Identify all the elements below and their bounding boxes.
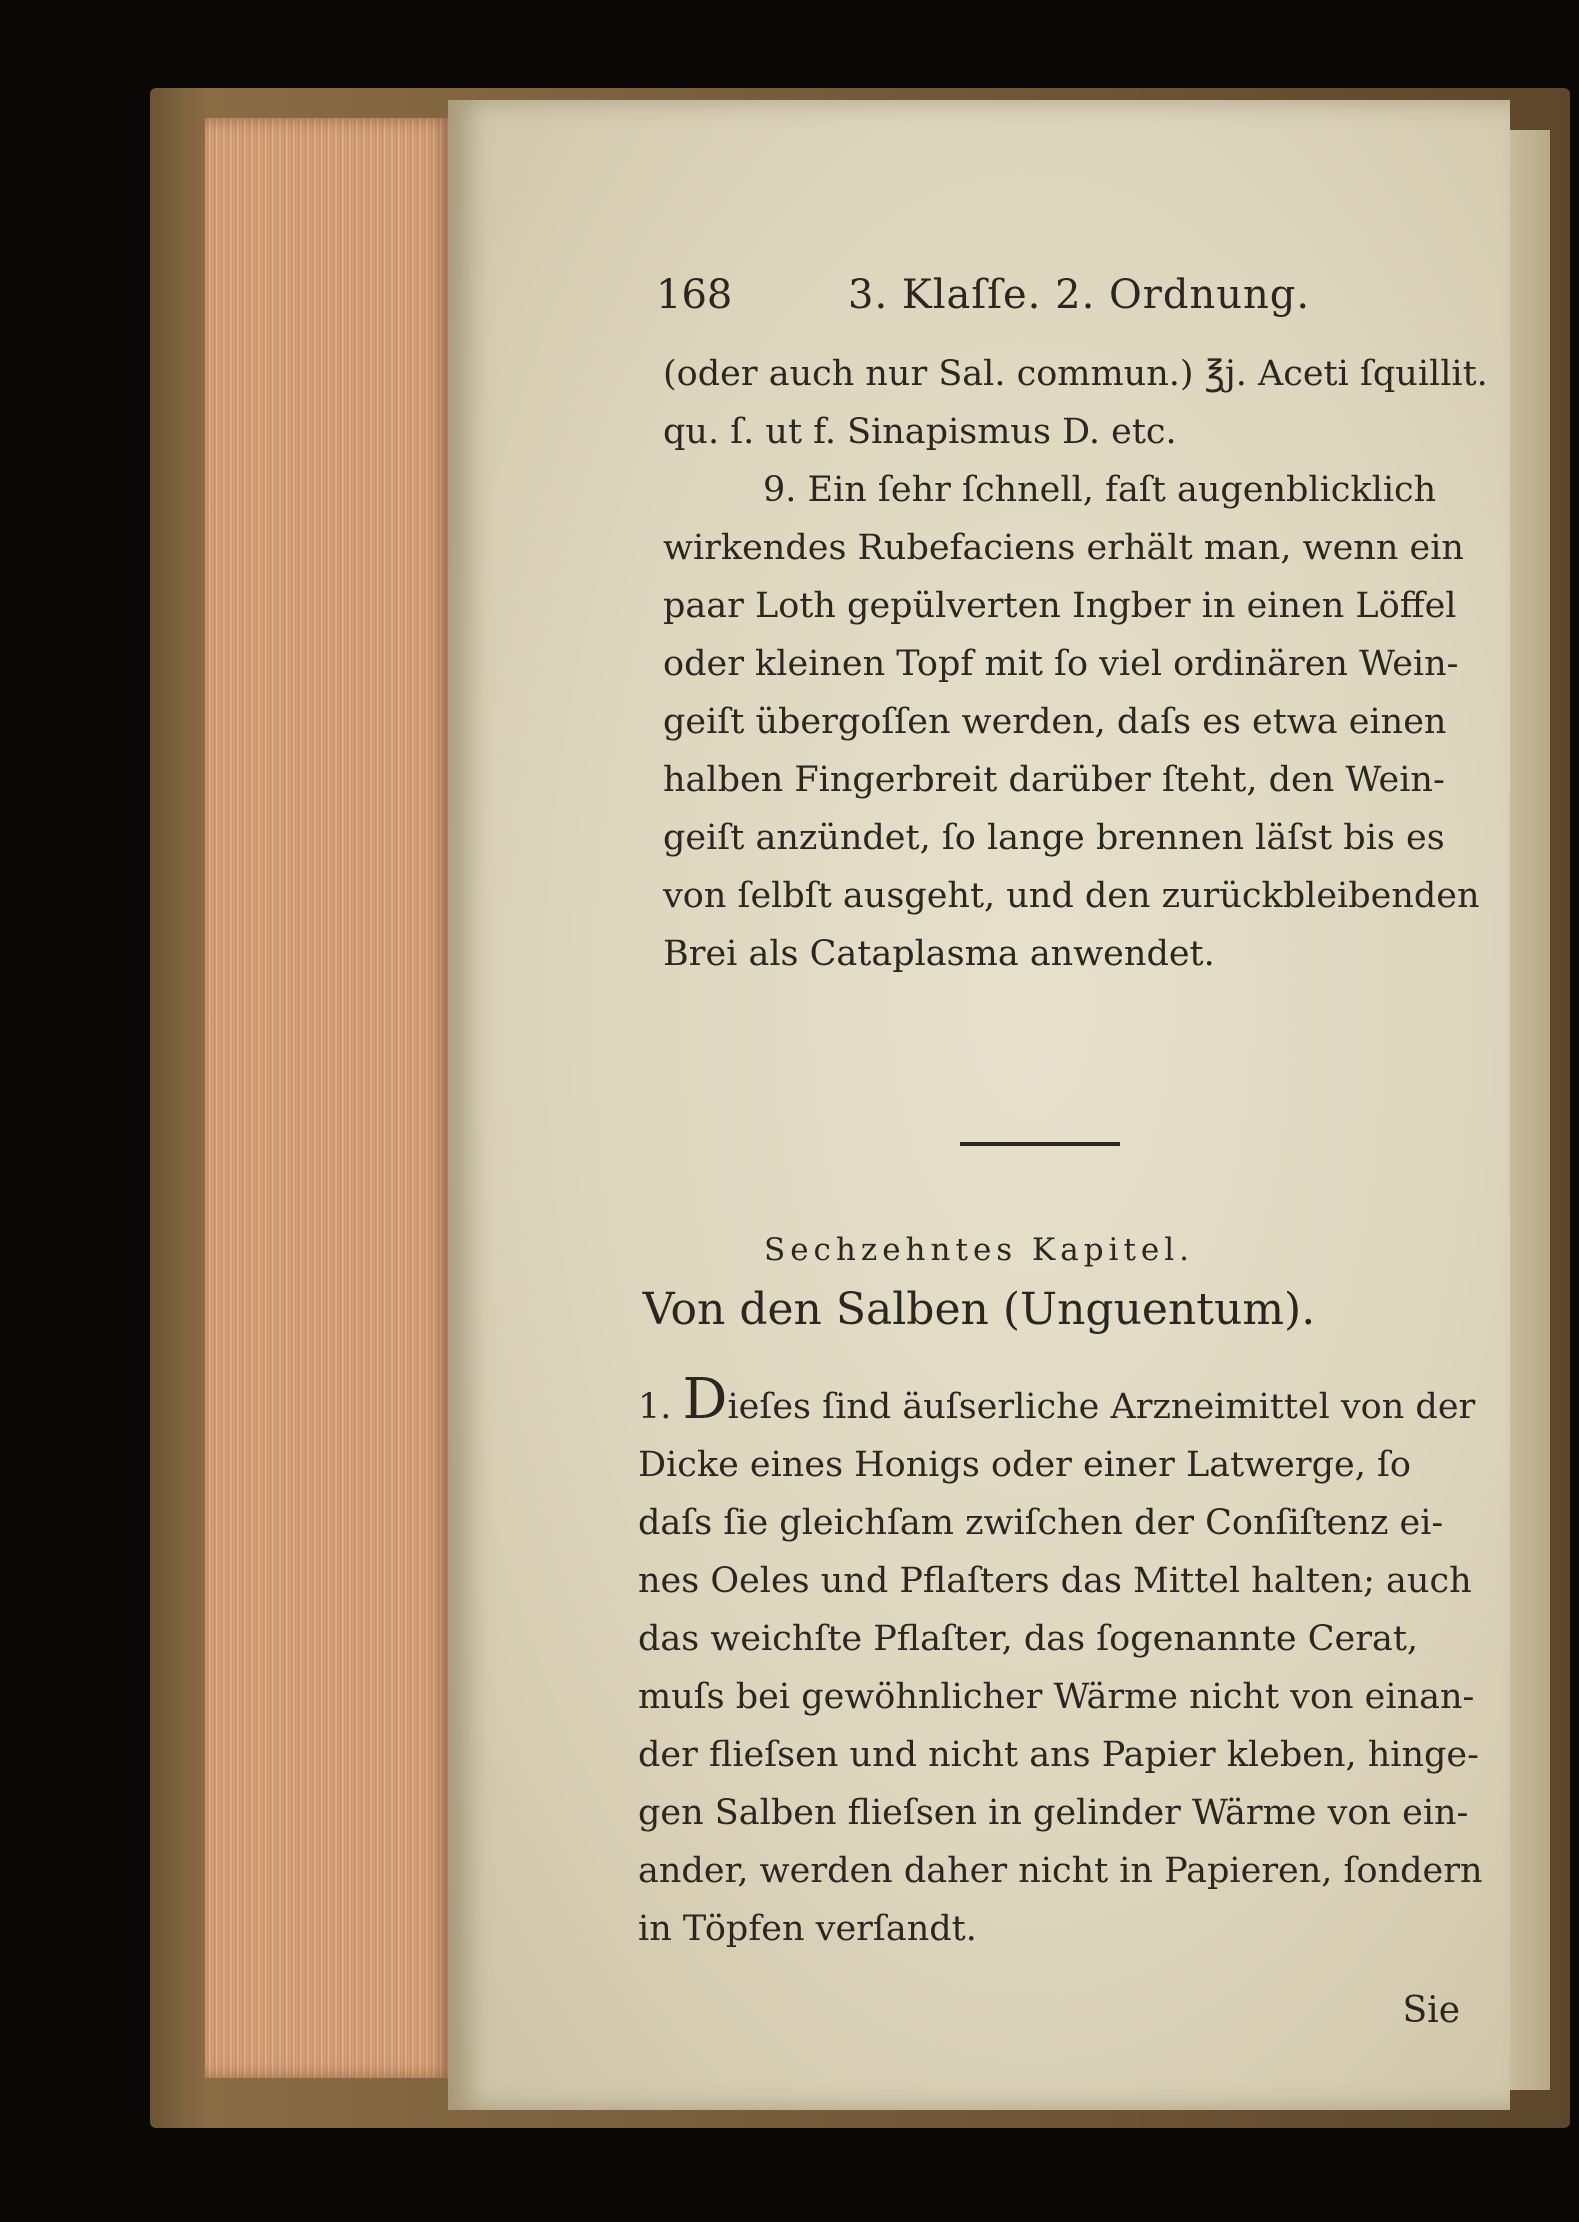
text-line: (oder auch nur Sal. commun.) ℥j. Aceti ſquillit. bbox=[663, 354, 1488, 394]
text-line: muſs bei gewöhnlicher Wärme nicht von einan- bbox=[638, 1677, 1475, 1717]
text-line: 9. Ein ſehr ſchnell, faſt augenblicklich bbox=[763, 470, 1437, 510]
book-page bbox=[448, 100, 1510, 2110]
text-line: Brei als Cataplasma anwendet. bbox=[663, 934, 1215, 974]
drop-cap: D bbox=[682, 1367, 728, 1432]
paragraph-number: 1. bbox=[638, 1387, 672, 1427]
section-divider bbox=[960, 1142, 1120, 1146]
text-line: der flieſsen und nicht ans Papier kleben, hinge- bbox=[638, 1735, 1479, 1775]
catchword: Sie bbox=[1402, 1990, 1460, 2031]
text-line: gen Salben flieſsen in gelinder Wärme von ein- bbox=[638, 1793, 1469, 1833]
chapter-title: Von den Salben (Unguentum). bbox=[642, 1284, 1316, 1335]
text-line: halben Fingerbreit darüber ſteht, den Wein- bbox=[663, 760, 1445, 800]
first-line-rest: ieſes ſind äuſserliche Arzneimittel von der bbox=[727, 1387, 1476, 1427]
text-line: qu. ſ. ut f. Sinapismus D. etc. bbox=[663, 412, 1177, 452]
text-line: in Töpfen verſandt. bbox=[638, 1909, 977, 1949]
first-line bbox=[638, 1367, 1476, 1436]
running-title: 3. Klaſſe. 2. Ordnung. bbox=[848, 272, 1311, 318]
text-line: geiſt übergoſſen werden, daſs es etwa einen bbox=[663, 702, 1447, 742]
text-line: paar Loth gepülverten Ingber in einen Löffel bbox=[663, 586, 1457, 626]
text-line-first bbox=[638, 1367, 1478, 1436]
text-line: oder kleinen Topf mit ſo viel ordinären Wein- bbox=[663, 644, 1459, 684]
paragraph-bottom bbox=[638, 1367, 1483, 1958]
page-edges bbox=[205, 118, 453, 2078]
page-text bbox=[448, 100, 1510, 2110]
text-line: Dicke eines Honigs oder einer Latwerge, ſo bbox=[638, 1445, 1412, 1485]
text-line: von ſelbſt ausgeht, und den zurückbleibenden bbox=[663, 876, 1480, 916]
facing-page-edge bbox=[1508, 130, 1550, 2090]
chapter-label: Sechzehntes Kapitel. bbox=[763, 1232, 1195, 1268]
paragraph-top bbox=[663, 345, 1488, 983]
text-line: nes Oeles und Pflaſters das Mittel halten; auch bbox=[638, 1561, 1472, 1601]
text-line: ander, werden daher nicht in Papieren, ſondern bbox=[638, 1851, 1483, 1891]
page-number: 168 bbox=[656, 272, 733, 318]
text-line: geiſt anzündet, ſo lange brennen läſst bis es bbox=[663, 818, 1445, 858]
page-header bbox=[448, 260, 1510, 340]
text-line: wirkendes Rubefaciens erhält man, wenn ein bbox=[663, 528, 1464, 568]
text-line: das weichſte Pflaſter, das ſogenannte Cerat, bbox=[638, 1619, 1419, 1659]
text-line: daſs ſie gleichſam zwiſchen der Conſiſtenz ei- bbox=[638, 1503, 1444, 1543]
